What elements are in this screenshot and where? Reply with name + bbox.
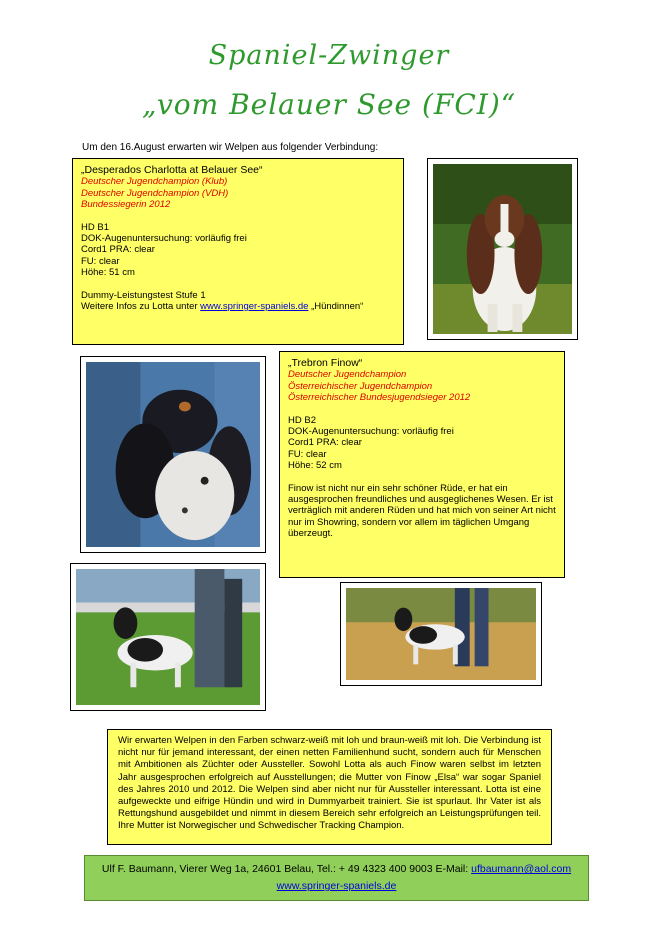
dam-info-line: [81, 301, 395, 312]
sire-health: Cord1 PRA: clear: [288, 437, 362, 449]
dam-info-suffix: „Hündinnen“: [311, 301, 364, 313]
website-link[interactable]: www.springer-spaniels.de: [276, 880, 397, 892]
dam-title: Deutscher Jugendchampion (VDH): [81, 187, 229, 199]
intro-text: Um den 16.August erwarten wir Welpen aus folgender Verbindung:: [82, 142, 379, 153]
dam-info-prefix: Weitere Infos zu Lotta unter: [81, 301, 198, 313]
email-link[interactable]: ufbaumann@aol.com: [471, 863, 572, 875]
sire-info-box: [279, 351, 565, 578]
sire-health: FU: clear: [288, 448, 327, 460]
sire-outdoor-photo: [340, 582, 542, 686]
dam-info-link[interactable]: www.springer-spaniels.de: [200, 301, 309, 313]
sire-health: Höhe: 52 cm: [288, 460, 342, 472]
dam-title: Deutscher Jugendchampion (Klub): [81, 176, 228, 188]
sire-showring-photo: [70, 563, 266, 711]
sire-title: Deutscher Jugendchampion: [288, 369, 407, 381]
page-title: Spaniel-Zwinger: [208, 40, 450, 71]
sire-head-photo: [80, 356, 266, 553]
summary-text: Wir erwarten Welpen in den Farben schwarz-weiß mit loh und braun-weiß mit loh. Die Verbindung ist nicht nur für jemand interessant, der einen netten Familienhund sucht, sondern auch für Menschen mit Ambitionen als Züchter oder Aussteller. Sowohl Lotta als auch Finow waren selbst im letzten Jahr ausgesprochen erfolgreich auf Ausstellungen; die Mutter von Finow „Elsa“ war sogar Spaniel des Jahres 2010 und 2012. Die Welpen sind aber nicht nur für Aussteller interessant. Lotta ist eine aufgeweckte und eifrige Hündin und wird in Dummyarbeit trainiert. Sie ist spurlaut. Ihr Vater ist als Rettungshund ausgebildet und nimmt in diesem Bereich sehr erfolgreich an Leistungsprüfungen teil. Ihre Mutter ist Norwegischer und Schwedischer Tracking Champion.: [118, 735, 541, 832]
page-subtitle: „vom Belauer See (FCI)“: [141, 88, 517, 121]
dam-name: „Desperados Charlotta at Belauer See“: [81, 164, 263, 176]
contact-text: Ulf F. Baumann, Vierer Weg 1a, 24601 Belau, Tel.: + 49 4323 400 9003 E-Mail:: [101, 863, 469, 875]
dam-photo: [427, 158, 578, 340]
dam-health: Höhe: 51 cm: [81, 267, 135, 279]
sire-title: Österreichischer Jugendchampion: [288, 380, 433, 392]
footer-contact: [84, 855, 589, 901]
dam-health: DOK-Augenuntersuchung: vorläufig frei: [81, 233, 247, 245]
footer-line: [85, 878, 588, 895]
sire-name: „Trebron Finow“: [288, 357, 363, 369]
dam-test: Dummy-Leistungstest Stufe 1: [81, 289, 206, 301]
sire-health: HD B2: [288, 414, 316, 426]
sire-title: Österreichischer Bundesjugendsieger 2012: [288, 392, 471, 404]
sire-health: DOK-Augenuntersuchung: vorläufig frei: [288, 426, 454, 438]
summary-box: [107, 729, 552, 845]
footer-line: [85, 861, 588, 878]
dam-title: Bundessiegerin 2012: [81, 199, 171, 211]
dam-health: Cord1 PRA: clear: [81, 244, 155, 256]
dam-info-box: [72, 158, 404, 345]
dam-health: HD B1: [81, 221, 109, 233]
sire-description: Finow ist nicht nur ein sehr schöner Rüde, er hat ein ausgesprochen freundliches und ausgeglichenes Wesen. Er ist verträglich mit anderen Rüden und hat mich von seiner Art nicht nur im Showring, sondern vor allem im täglichen Umgang überzeugt.: [288, 482, 556, 540]
dam-health: FU: clear: [81, 255, 120, 267]
